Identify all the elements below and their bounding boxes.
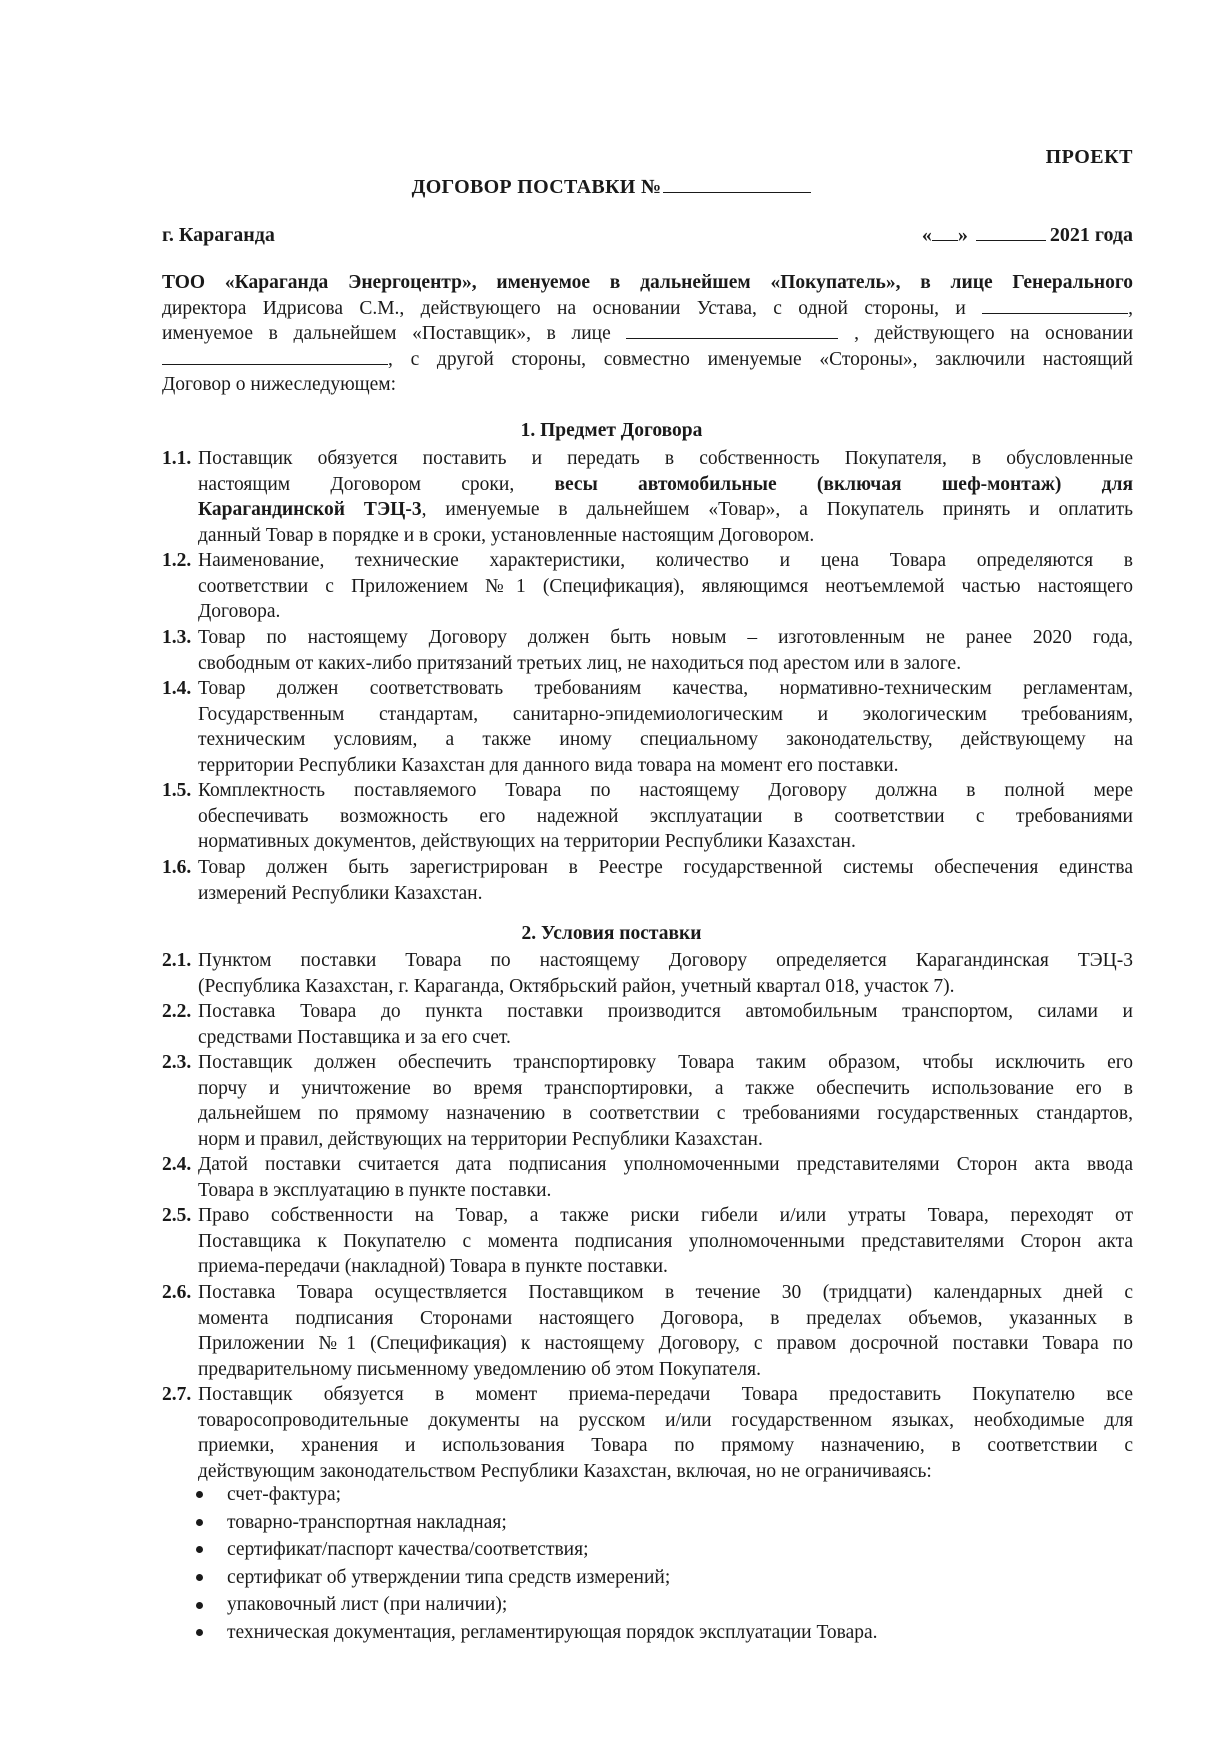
list-item: сертификат/паспорт качества/соответствия; [196, 1536, 878, 1564]
clause-number: 2.5. [162, 1205, 192, 1226]
required-documents-list [196, 1481, 878, 1647]
clause-number: 2.4. [162, 1154, 192, 1175]
bullet-icon [196, 1602, 203, 1609]
clause-2-2: 2.2. Поставка Товара до пункта поставки производится автомобильным транспортом, силами и средствами Поставщика и за его счет. [162, 1001, 1133, 1048]
authority-basis-blank [162, 347, 388, 365]
bullet-icon [196, 1629, 203, 1636]
preamble-line: директора Идрисова С.М., действующего на основании Устава, с одной стороны, и , [162, 297, 1134, 319]
document-title [0, 174, 1223, 199]
bullet-icon [196, 1574, 203, 1581]
clause-1-2: 1.2. Наименование, технические характеристики, количество и цена Товара определяются в соответствии с Приложением №1 (Спецификация), являющимся неотъемлемой частью настоящего Договора. [162, 550, 1133, 622]
date-line [922, 224, 1133, 247]
draft-label: ПРОЕКТ [1045, 146, 1133, 168]
list-item: счет-фактура; [196, 1481, 878, 1509]
clause-1-4: 1.4. Товар должен соответствовать требованиям качества, нормативно-техническим регламентам, Государственным стандартам, санитарно-эпидемиологическим и экологическим требованиям, техническим условиям, а также иному специальному законодательству, действующему на территории Республики Казахстан для данного вида товара на момент его поставки. [162, 678, 1133, 776]
date-year: 2021 года [1049, 224, 1133, 246]
clause-number: 2.3. [162, 1052, 192, 1073]
city-label: г. Караганда [162, 224, 275, 246]
clause-2-5: 2.5. Право собственности на Товар, а также риски гибели и/или утраты Товара, переходят от Поставщика к Покупателю с момента подписания уполномоченными представителями Сторон акта приема-передачи (накладной) Товара в пункте поставки. [162, 1205, 1133, 1277]
preamble-line: именуемое в дальнейшем «Поставщик», в лице , действующего на основании [162, 323, 1134, 344]
clause-1-5: 1.5. Комплектность поставляемого Товара по настоящему Договору должна в полной мере обеспечивать возможность его надежной эксплуатации в соответствии с требованиями нормативных документов, действующих на территории Республики Казахстан. [162, 780, 1133, 852]
clause-number: 1.2. [162, 550, 192, 571]
date-close-quote: » [957, 224, 968, 246]
day-blank [932, 224, 958, 241]
goods-name: весы автомобильные (включая шеф-монтаж) для [554, 473, 1133, 495]
preamble [162, 270, 1133, 398]
clause-1-3: 1.3. Товар по настоящему Договору должен быть новым – изготовленным не ранее 2020 года, свободным от каких-либо притязаний третьих лиц, не находиться под арестом или в залоге. [162, 627, 1133, 674]
clause-number: 1.5. [162, 780, 192, 801]
list-item: товарно-транспортная накладная; [196, 1509, 878, 1537]
clause-2-7: 2.7. Поставщик обязуется в момент приема-передачи Товара предоставить Покупателю все товаросопроводительные документы на русском и/или государственном языках, необходимые для приемки, хранения и использования Товара по прямому назначению, в соответствии с действующим законодательством Республики Казахстан, включая, но не ограничиваясь: [162, 1384, 1133, 1482]
supplier-name-blank [982, 296, 1128, 314]
clause-2-3: 2.3. Поставщик должен обеспечить транспортировку Товара таким образом, чтобы исключить его порчу и уничтожение во время транспортировки, а также обеспечить использование его в дальнейшем по прямому назначению в соответствии с требованиями государственных стандартов, норм и правил, действующих на территории Республики Казахстан. [162, 1052, 1133, 1150]
title-text: ДОГОВОР ПОСТАВКИ № [411, 176, 662, 198]
representative-blank [626, 321, 838, 339]
list-item: техническая документация, регламентирующая порядок эксплуатации Товара. [196, 1619, 878, 1647]
section-2-heading: 2. Условия поставки [521, 923, 702, 944]
clause-1-1: 1.1. Поставщик обязуется поставить и передать в собственность Покупателя, в обусловленные настоящим Договором сроки, весы автомобильные (включая шеф-монтаж) для Карагандинской ТЭЦ-3, именуемые в дальнейшем «Товар», а Покупатель принять и оплатить данный Товар в порядке и в сроки, установленные настоящим Договором. [162, 448, 1133, 546]
clause-number: 2.7. [162, 1384, 192, 1405]
clause-2-1: 2.1. Пунктом поставки Товара по настоящему Договору определяется Карагандинская ТЭЦ-3 (Республика Казахстан, г. Караганда, Октябрьский район, учетный квартал 018, участок 7). [162, 950, 1133, 997]
clause-2-6: 2.6. Поставка Товара осуществляется Поставщиком в течение 30 (тридцати) календарных дней с момента подписания Сторонами настоящего Договора, в пределах объемов, указанных в Приложении №1 (Спецификация) к настоящему Договору, с правом досрочной поставки Товара по предварительному письменному уведомлению об этом Покупателя. [162, 1282, 1133, 1380]
preamble-line: ТОО «Караганда Энергоцентр», именуемое в дальнейшем «Покупатель», в лице Генерального [162, 272, 1133, 293]
clause-number: 2.2. [162, 1001, 192, 1022]
section-1-heading: 1. Предмет Договора [520, 420, 703, 441]
clause-number: 1.1. [162, 448, 192, 469]
bullet-icon [196, 1491, 203, 1498]
clause-number: 1.6. [162, 857, 192, 878]
plant-name: Карагандинской ТЭЦ-3 [198, 499, 422, 520]
bullet-icon [196, 1546, 203, 1553]
clause-number: 1.3. [162, 627, 192, 648]
bullet-icon [196, 1519, 203, 1526]
clause-2-4: 2.4. Датой поставки считается дата подписания уполномоченными представителями Сторон акта ввода Товара в эксплуатацию в пункте поставки. [162, 1154, 1133, 1201]
clause-number: 2.6. [162, 1282, 192, 1303]
preamble-line: Договор о нижеследующем: [162, 374, 397, 395]
clause-number: 1.4. [162, 678, 192, 699]
month-blank [976, 224, 1046, 241]
clause-number: 2.1. [162, 950, 192, 971]
list-item: упаковочный лист (при наличии); [196, 1591, 878, 1619]
clause-1-6: 1.6. Товар должен быть зарегистрирован в Реестре государственной системы обеспечения единства измерений Республики Казахстан. [162, 857, 1133, 904]
contract-number-blank [663, 174, 811, 193]
preamble-line: , с другой стороны, совместно именуемые «Стороны», заключили настоящий [162, 347, 1133, 373]
date-open-quote: « [921, 224, 932, 246]
list-item: сертификат об утверждении типа средств измерений; [196, 1564, 878, 1592]
